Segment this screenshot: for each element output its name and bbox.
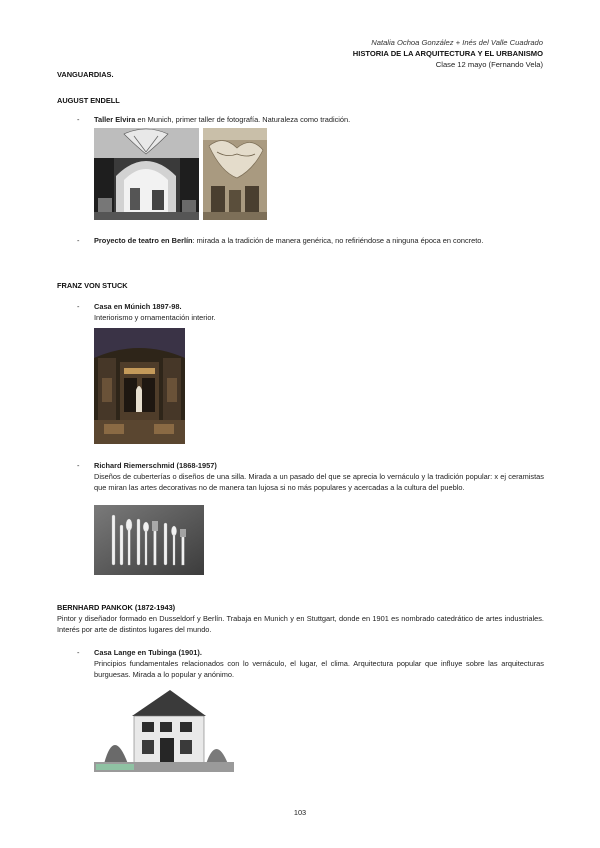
heading-bernhard-pankok: BERNHARD PANKOK (1872-1943) — [57, 603, 176, 612]
header-course: HISTORIA DE LA ARQUITECTURA Y EL URBANISMO — [352, 49, 543, 58]
bullet-dash: - — [77, 648, 80, 657]
header-authors: Natalia Ochoa González + Inés del Valle Cuadrado — [371, 38, 543, 47]
page-header — [353, 37, 543, 70]
item-taller-elvira-text: en Munich, primer taller de fotografía. Naturaleza como tradición. — [135, 115, 351, 124]
bullet-dash: - — [77, 236, 80, 245]
item-casa-lange-text: Principios fundamentales relacionados con lo vernáculo, el lugar, el clima. Arquitectura popular que influye sobre las arquitecturas burguesas. Mirada a lo popular y anónimo. — [94, 659, 544, 680]
item-taller-elvira — [94, 114, 544, 125]
heading-franz-von-stuck: FRANZ VON STUCK — [57, 281, 128, 290]
item-casa-munich-title: Casa en Múnich 1897-98. — [94, 302, 182, 311]
section-title: VANGUARDIAS. — [57, 70, 114, 79]
item-teatro-berlin-text: : mirada a la tradición de manera genérica, no refiriéndose a ninguna época en concreto. — [192, 236, 484, 245]
photo-riemerschmid-cutlery — [94, 505, 204, 575]
item-casa-munich-text: Interiorismo y ornamentación interior. — [94, 313, 216, 323]
item-riemerschmid — [94, 460, 544, 494]
item-casa-munich — [94, 301, 544, 323]
pankok-paragraph: Pintor y diseñador formado en Dusseldorf y Berlín. Trabaja en Munich y en Stuttgart, donde en 1901 es nombrado catedrático de artes industriales. Interés por arte de distintos lugares del mundo. — [57, 614, 544, 635]
photo-casa-stuck-interior — [94, 328, 185, 444]
page-number: 103 — [293, 808, 307, 817]
item-riemerschmid-text: Diseños de cuberterías o diseños de una silla. Mirada a un pasado del que se aprecia lo vernáculo y la tradición popular: x ej ceramistas que miran las artes decorativas no de manera tan lujosa si no más populares y acercadas a la cultura del pueblo. — [94, 472, 544, 493]
photo-taller-elvira-facade — [203, 128, 267, 220]
photo-taller-elvira-interior — [94, 128, 199, 220]
item-riemerschmid-title: Richard Riemerschmid (1868-1957) — [94, 461, 217, 470]
item-taller-elvira-title: Taller Elvira — [94, 115, 136, 124]
item-teatro-berlin-title: Proyecto de teatro en Berlín — [94, 236, 193, 245]
bullet-dash: - — [77, 302, 80, 311]
heading-august-endell: AUGUST ENDELL — [57, 96, 120, 105]
photo-casa-lange — [94, 686, 234, 772]
item-casa-lange-title: Casa Lange en Tubinga (1901). — [94, 648, 202, 657]
item-casa-lange — [94, 647, 544, 681]
item-teatro-berlin — [94, 235, 544, 246]
bullet-dash: - — [77, 115, 80, 124]
header-clase: Clase 12 mayo (Fernando Vela) — [435, 60, 543, 69]
bullet-dash: - — [77, 461, 80, 470]
